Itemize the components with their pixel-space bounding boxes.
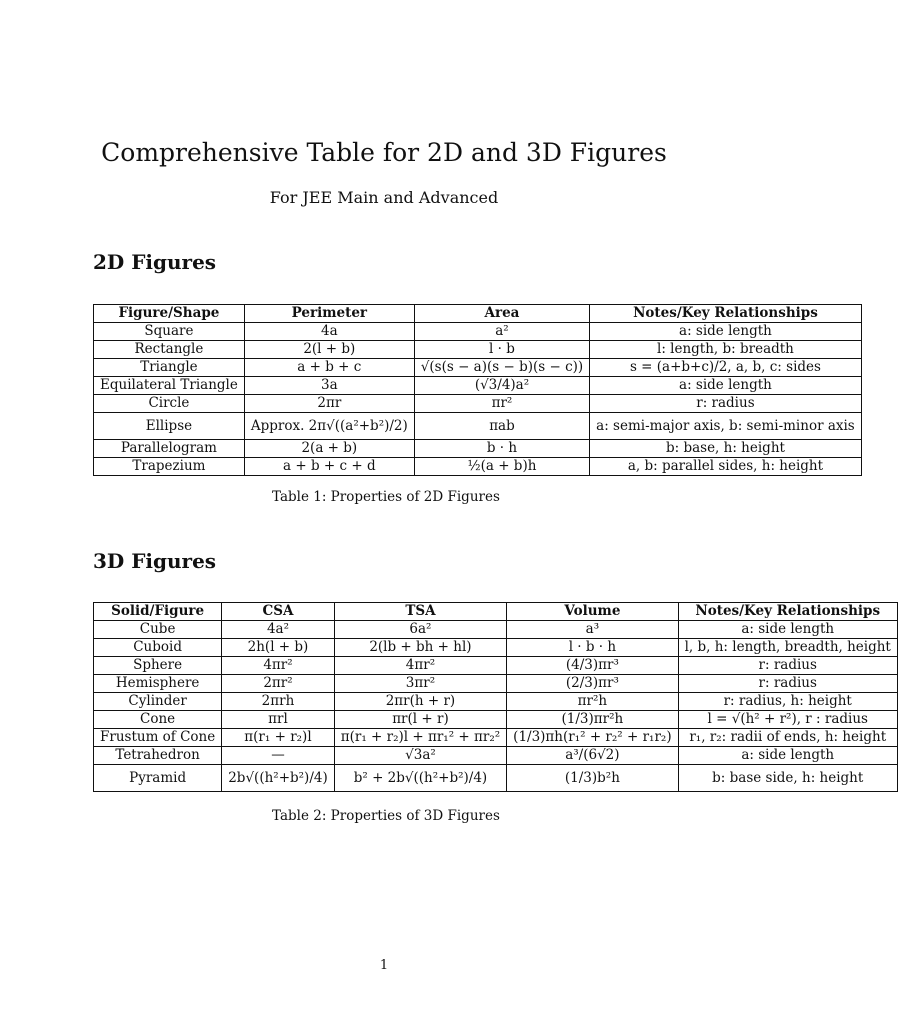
table-cell: (√3/4)a² [414, 377, 589, 395]
table-row [94, 693, 898, 711]
table-cell: r: radius, h: height [678, 693, 897, 711]
table-cell: 2b√((h²+b²)/4) [222, 765, 335, 792]
table-cell: Square [94, 323, 245, 341]
table-cell: Ellipse [94, 413, 245, 440]
table-cell: (1/3)b²h [507, 765, 678, 792]
table-row [94, 359, 862, 377]
table-cell: Frustum of Cone [94, 729, 222, 747]
table-cell: 3πr² [334, 675, 506, 693]
table-row [94, 657, 898, 675]
table-cell: r: radius [590, 395, 862, 413]
table-cell: 3a [244, 377, 414, 395]
table-cell: a, b: parallel sides, h: height [590, 458, 862, 476]
table-cell: a: semi-major axis, b: semi-minor axis [590, 413, 862, 440]
table-row [94, 377, 862, 395]
table-cell: π(r₁ + r₂)l [222, 729, 335, 747]
table-cell: ½(a + b)h [414, 458, 589, 476]
table-row [94, 440, 862, 458]
column-header: CSA [222, 603, 335, 621]
column-header: Notes/Key Relationships [590, 305, 862, 323]
table-cell: a: side length [590, 377, 862, 395]
page-number: 1 [379, 958, 389, 973]
table-cell: l · b [414, 341, 589, 359]
column-header: Figure/Shape [94, 305, 245, 323]
table-cell: a: side length [590, 323, 862, 341]
table-cell: Approx. 2π√((a²+b²)/2) [244, 413, 414, 440]
table-row [94, 639, 898, 657]
table-row [94, 323, 862, 341]
table-cell: 2πr(h + r) [334, 693, 506, 711]
table-3d-figures [93, 602, 898, 792]
table-cell: a + b + c + d [244, 458, 414, 476]
table-cell: a: side length [678, 747, 897, 765]
table-cell: Cone [94, 711, 222, 729]
table-cell: l = √(h² + r²), r : radius [678, 711, 897, 729]
table-cell: √3a² [334, 747, 506, 765]
table-row [94, 675, 898, 693]
table-row [94, 729, 898, 747]
table-row [94, 765, 898, 792]
table-cell: a + b + c [244, 359, 414, 377]
table-cell: 6a² [334, 621, 506, 639]
table-cell: (2/3)πr³ [507, 675, 678, 693]
table-cell: πr²h [507, 693, 678, 711]
table-row [94, 747, 898, 765]
table-cell: π(r₁ + r₂)l + πr₁² + πr₂² [334, 729, 506, 747]
table-cell: Pyramid [94, 765, 222, 792]
table-cell: b² + 2b√((h²+b²)/4) [334, 765, 506, 792]
table-cell: Rectangle [94, 341, 245, 359]
table-cell: √(s(s − a)(s − b)(s − c)) [414, 359, 589, 377]
column-header: Perimeter [244, 305, 414, 323]
table-row [94, 458, 862, 476]
table-cell: a³/(6√2) [507, 747, 678, 765]
table-cell: Circle [94, 395, 245, 413]
table-cell: Hemisphere [94, 675, 222, 693]
table-cell: πrl [222, 711, 335, 729]
table-cell: a² [414, 323, 589, 341]
table-cell: (1/3)πh(r₁² + r₂² + r₁r₂) [507, 729, 678, 747]
table-cell: l, b, h: length, breadth, height [678, 639, 897, 657]
table-cell: Equilateral Triangle [94, 377, 245, 395]
column-header: Notes/Key Relationships [678, 603, 897, 621]
table-header-row [94, 603, 898, 621]
table-cell: 4πr² [222, 657, 335, 675]
table-cell: 2(l + b) [244, 341, 414, 359]
table-row [94, 621, 898, 639]
table-cell: r: radius [678, 657, 897, 675]
table-header-row [94, 305, 862, 323]
table-cell: (1/3)πr²h [507, 711, 678, 729]
column-header: Solid/Figure [94, 603, 222, 621]
table-cell: Parallelogram [94, 440, 245, 458]
table-cell: b: base side, h: height [678, 765, 897, 792]
table-cell: 2h(l + b) [222, 639, 335, 657]
table-cell: r₁, r₂: radii of ends, h: height [678, 729, 897, 747]
table-cell: r: radius [678, 675, 897, 693]
table-cell: 4a [244, 323, 414, 341]
table-cell: 2πr [244, 395, 414, 413]
table-cell: 2(a + b) [244, 440, 414, 458]
table-cell: Cuboid [94, 639, 222, 657]
table-cell: 4πr² [334, 657, 506, 675]
table-cell: — [222, 747, 335, 765]
table-cell: (4/3)πr³ [507, 657, 678, 675]
page-title: Comprehensive Table for 2D and 3D Figures [101, 138, 667, 167]
table-caption-3d: Table 2: Properties of 3D Figures [272, 808, 500, 824]
table-cell: 2πr² [222, 675, 335, 693]
table-cell: Trapezium [94, 458, 245, 476]
column-header: Area [414, 305, 589, 323]
table-cell: πab [414, 413, 589, 440]
table-cell: Cube [94, 621, 222, 639]
section-heading-3d: 3D Figures [93, 549, 217, 573]
table-row [94, 395, 862, 413]
column-header: Volume [507, 603, 678, 621]
table-cell: 4a² [222, 621, 335, 639]
table-cell: πr(l + r) [334, 711, 506, 729]
table-2d-figures [93, 304, 862, 476]
table-cell: Triangle [94, 359, 245, 377]
table-cell: l: length, b: breadth [590, 341, 862, 359]
table-cell: 2πrh [222, 693, 335, 711]
table-row [94, 341, 862, 359]
section-heading-2d: 2D Figures [93, 250, 217, 274]
table-cell: b: base, h: height [590, 440, 862, 458]
table-cell: a: side length [678, 621, 897, 639]
table-cell: l · b · h [507, 639, 678, 657]
column-header: TSA [334, 603, 506, 621]
table-row [94, 711, 898, 729]
table-cell: 2(lb + bh + hl) [334, 639, 506, 657]
page-subtitle: For JEE Main and Advanced [269, 188, 499, 207]
table-cell: Tetrahedron [94, 747, 222, 765]
table-cell: Cylinder [94, 693, 222, 711]
table-cell: πr² [414, 395, 589, 413]
table-row [94, 413, 862, 440]
table-cell: s = (a+b+c)/2, a, b, c: sides [590, 359, 862, 377]
table-cell: Sphere [94, 657, 222, 675]
table-caption-2d: Table 1: Properties of 2D Figures [272, 489, 500, 505]
table-cell: b · h [414, 440, 589, 458]
table-cell: a³ [507, 621, 678, 639]
